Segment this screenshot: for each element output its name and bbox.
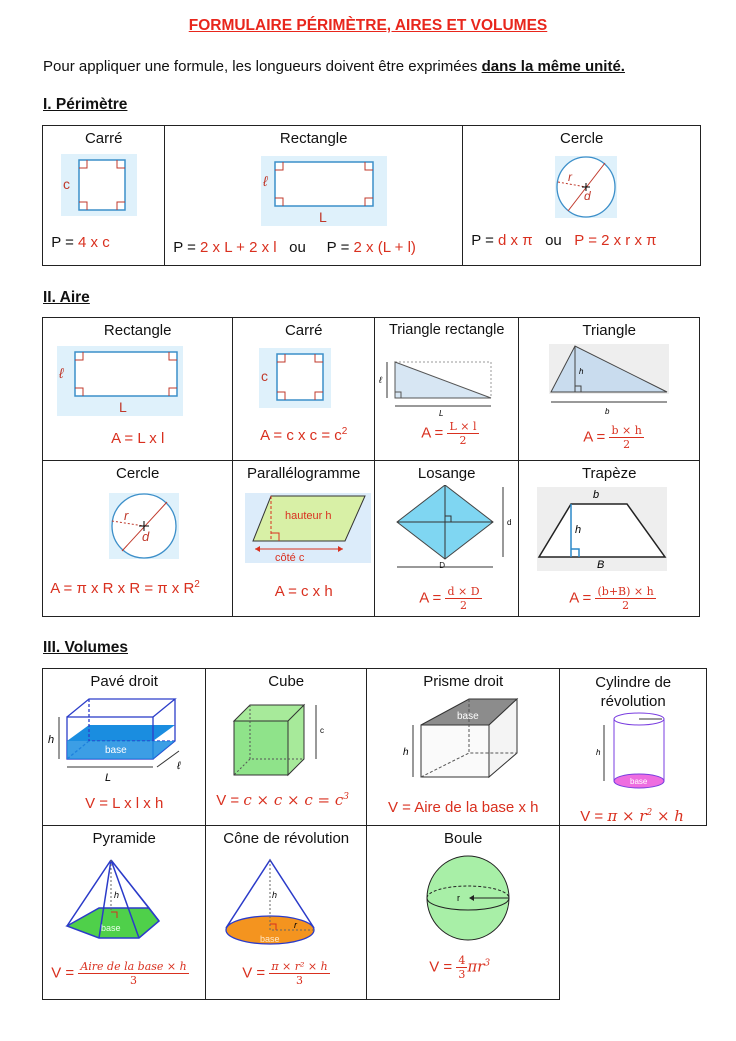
section-aire-heading: II. Aire (43, 289, 90, 306)
intro-main: Pour appliquer une formule, les longueurs doivent être exprimées (43, 58, 482, 75)
formula: V = $\frac{\text{Aire de la base × h}}{3}$ (51, 960, 187, 988)
volume-prisme-cell (366, 668, 560, 826)
svg-text:L: L (319, 209, 327, 226)
cell-title: Losange (417, 465, 476, 483)
section-perimetre-heading: I. Périmètre (43, 96, 128, 113)
cell-title: Cercle (560, 130, 604, 148)
aire-losange-cell (374, 460, 519, 617)
perimetre-cercle-cell (462, 125, 701, 266)
rectangle-figure (57, 346, 183, 416)
svg-text:r: r (457, 893, 461, 904)
formula: V = Aire de la base x h (387, 799, 539, 817)
volume-pave-cell (42, 668, 206, 826)
svg-text:b: b (593, 489, 600, 502)
svg-text:h: h (114, 890, 120, 901)
perimetre-rectangle-cell (164, 125, 463, 266)
formula: V = L x l x h (85, 795, 164, 813)
cell-title: Cône de révolution (223, 830, 350, 848)
svg-text:ℓ: ℓ (59, 365, 64, 382)
formula: A = L x l (111, 430, 165, 448)
svg-text:d: d (584, 189, 591, 204)
cylinder-figure (596, 711, 676, 793)
svg-text:ℓ: ℓ (379, 375, 383, 386)
formula: V = $\frac{4}{3}$ $\pi r^3$ (429, 954, 491, 982)
svg-text:L: L (105, 772, 112, 785)
intro-text (43, 58, 625, 75)
svg-text:r: r (124, 508, 129, 524)
aire-rectangle-cell (42, 317, 233, 461)
cell-title: Rectangle (279, 130, 348, 148)
svg-text:ℓ: ℓ (177, 760, 181, 773)
page-title: FORMULAIRE PÉRIMÈTRE, AIRES ET VOLUMES (188, 17, 548, 34)
svg-text:h: h (48, 734, 55, 747)
svg-text:h: h (579, 367, 584, 377)
aire-triangle-rectangle-cell (374, 317, 519, 461)
cell-title: Prisme droit (423, 673, 504, 691)
volume-boule-cell (366, 825, 560, 1000)
svg-text:h: h (575, 524, 582, 537)
label-D: D (439, 561, 445, 571)
cell-title: Pavé droit (90, 673, 158, 691)
svg-text:r: r (568, 170, 573, 185)
svg-text:L: L (439, 409, 444, 419)
intro-emphasis: dans la même unité. (481, 58, 625, 75)
svg-text:hauteur h: hauteur h (285, 510, 332, 523)
aire-cercle-cell (42, 460, 233, 617)
cuboid-figure (47, 695, 197, 787)
aire-parallelogramme-cell (232, 460, 375, 617)
cell-title: Triangle (582, 322, 637, 340)
prism-figure (399, 695, 529, 785)
volume-cone-cell (205, 825, 367, 1000)
svg-text:ℓ: ℓ (263, 173, 268, 190)
formula: P = d x π ou P = 2 x r x π (471, 232, 657, 250)
svg-text:B: B (597, 559, 605, 572)
cell-title: Rectangle (103, 322, 172, 340)
cell-title: Cylindre de révolution (595, 674, 672, 711)
svg-text:h: h (403, 747, 409, 759)
aire-trapeze-cell (518, 460, 700, 617)
section-volumes-heading: III. Volumes (43, 639, 128, 656)
svg-text:base: base (457, 711, 479, 723)
formula: $V = c \times c \times c = c^3$ (216, 791, 349, 810)
square-figure (61, 154, 137, 216)
svg-text:c: c (261, 368, 269, 385)
volume-pyramide-cell (42, 825, 206, 1000)
cell-title: Boule (444, 830, 483, 848)
rectangle-figure (261, 156, 387, 226)
formula: $V = \pi \times r^2 \times h$ (580, 807, 684, 826)
right-triangle-figure (379, 358, 499, 418)
svg-text:c: c (63, 176, 71, 193)
cube-figure (230, 701, 330, 781)
svg-text:base: base (260, 934, 280, 945)
formula: A = π x R x R = π x $R^2$ (50, 579, 200, 598)
svg-text:L: L (119, 399, 127, 416)
circle-figure (555, 156, 617, 218)
formula: A = $\frac{(b+B) \times h}{2}$ (569, 585, 654, 613)
formula: A = c x $c = c^2$ (260, 426, 348, 445)
cell-title: Carré (84, 130, 123, 148)
perimetre-carre-cell (42, 125, 165, 266)
formula: P = 2 x L + 2 x l ou P = 2 x (L + l) (173, 239, 416, 257)
cell-title: Cube (268, 673, 305, 691)
cell-title: Trapèze (581, 465, 637, 483)
svg-text:base: base (101, 923, 121, 934)
triangle-figure (545, 344, 673, 416)
volume-cylindre-cell (559, 668, 707, 826)
svg-text:côté c: côté c (275, 552, 305, 565)
cell-title: Triangle rectangle (388, 322, 505, 339)
trapezoid-figure (537, 487, 667, 573)
svg-text:d: d (142, 529, 150, 545)
formula: V = $\frac{\text{π × r² × h}}{3}$ (242, 960, 328, 988)
svg-text:d: d (507, 518, 512, 528)
formula: A = $\frac{b \times h}{2}$ (583, 424, 642, 452)
pyramid-figure (59, 856, 189, 956)
svg-text:h: h (596, 748, 601, 758)
svg-text:base: base (105, 745, 127, 757)
cell-title: Carré (284, 322, 323, 340)
formula: P = 4 x c (51, 234, 110, 252)
parallelogram-figure (245, 493, 371, 565)
sphere-figure (425, 854, 511, 942)
cell-title: Pyramide (92, 830, 156, 848)
svg-text:c: c (320, 726, 325, 736)
svg-text:h: h (272, 890, 278, 901)
rhombus-figure (391, 485, 515, 575)
cell-title: Parallélogramme (247, 465, 361, 483)
cell-title: Cercle (116, 465, 160, 483)
cone-figure (224, 856, 324, 952)
svg-text:r: r (294, 920, 298, 931)
formula: A = $\frac{L \times l}{2}$ (421, 420, 477, 448)
svg-text:base: base (630, 777, 648, 787)
aire-carre-cell (232, 317, 375, 461)
formula: A = c x h (274, 583, 333, 601)
square-figure (259, 348, 331, 408)
volume-cube-cell (205, 668, 367, 826)
aire-triangle-cell (518, 317, 700, 461)
formula: A = $\frac{d \times D}{2}$ (419, 585, 480, 613)
circle-figure (109, 493, 179, 559)
svg-text:b: b (605, 407, 610, 417)
